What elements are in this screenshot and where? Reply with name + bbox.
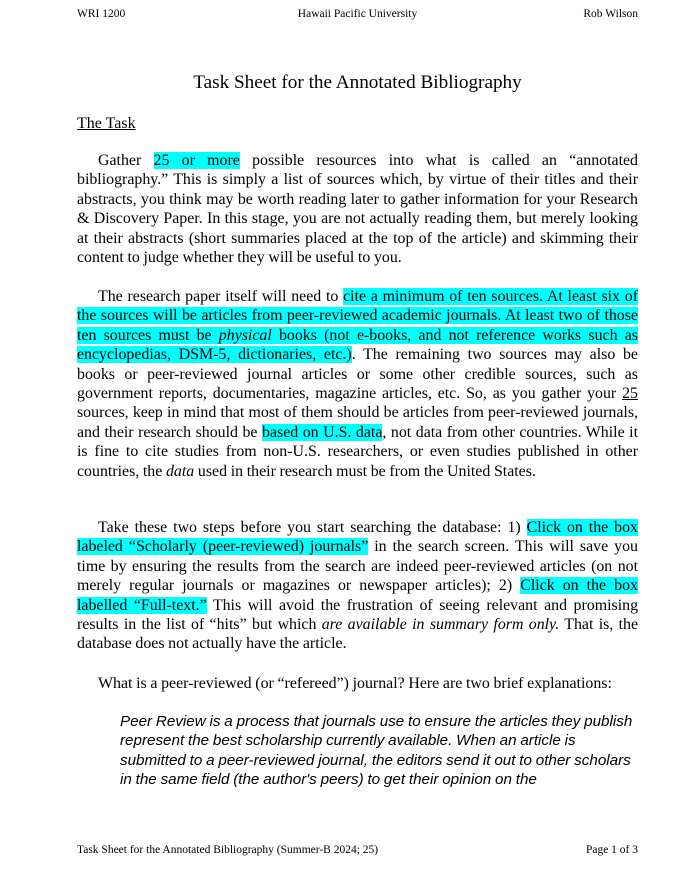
text-run: This will avoid the frustration of seeing relevant and promising results in the list of “hits” but which [77, 596, 639, 634]
text-run: in the search screen. This will save you time by ensuring the results from the search are indeed peer-reviewed articles (on not merely regular journals or magazines or newspaper articles); 2) [77, 538, 638, 595]
text-run: , not data from other countries. While it is fine to cite studies from non-U.S. researchers, or even studies published in other countries, the [77, 423, 638, 480]
italic-text: are available in summary form only. [321, 616, 560, 634]
footer-page-number: Page 1 of 3 [585, 844, 638, 856]
text-run: used in their research must be from the United States. [194, 462, 536, 480]
italic-text: data [165, 462, 195, 480]
header-course: WRI 1200 [77, 8, 126, 20]
page-footer [77, 842, 638, 858]
highlighted-italic-text: physical [218, 326, 272, 344]
text-run: Gather [98, 152, 154, 169]
highlighted-text: Click on the box labelled “Full-text.” [77, 577, 638, 614]
header-university: Hawaii Pacific University [297, 8, 418, 20]
paragraph-search-steps [77, 518, 638, 654]
section-heading-the-task: The Task [77, 115, 136, 132]
text-run: The research paper itself will need to [98, 288, 344, 305]
text-run: Take these two steps before you start searching the database: 1) [98, 519, 527, 536]
highlighted-text: cite a minimum of ten sources. At least six of the sources will be articles from peer-reviewed academic journals. At least two of those ten sources must be [77, 288, 638, 344]
header-instructor: Rob Wilson [583, 8, 638, 20]
paragraph-peer-review-question: What is a peer-reviewed (or “refereed”) journal? Here are two brief explanations: [98, 675, 612, 692]
block-quote-peer-review: Peer Review is a process that journals use to ensure the articles they publish represent the best scholarship currently available. When an article is submitted to a peer-reviewed journal, the editors send it out to other scholars in the same field (the author's peers) to get their opinion on the [120, 713, 633, 789]
paragraph-gather-resources [77, 151, 638, 267]
text-run: That is, the database does not actually have the article. [77, 616, 638, 653]
highlighted-text: books (not e-books, and not reference works such as encyclopedias, DSM-5, dictionaries, etc.) [77, 326, 638, 364]
paragraph-source-requirements [77, 287, 638, 481]
footer-document-label: Task Sheet for the Annotated Bibliography (Summer-B 2024; 25) [77, 844, 379, 856]
document-page [77, 0, 638, 875]
text-run: . The remaining two sources may also be books or peer-reviewed journal articles or some other credible sources, such as government reports, documentaries, magazine articles, etc. So, as you gather your [77, 346, 638, 403]
highlighted-text: 25 or more [153, 152, 240, 169]
page-header [77, 6, 638, 22]
text-run: possible resources into what is called an “annotated bibliography.” This is simply a list of sources which, by virtue of their titles and their abstracts, you think may be worth reading later to gather information for your Research & Discovery Paper. In this stage, you are not actually reading them, but merely looking at their abstracts (short summaries placed at the top of the article) and skimming their content to judge whether they will be useful to you. [77, 152, 638, 267]
highlighted-text: based on U.S. data [262, 423, 383, 441]
text-run: sources, keep in mind that most of them should be articles from peer-reviewed journals, and their research should be [77, 404, 638, 441]
document-title: Task Sheet for the Annotated Bibliography [193, 72, 522, 93]
highlighted-text: Click on the box labeled “Scholarly (peer-reviewed) journals” [77, 519, 638, 556]
underlined-text: 25 [622, 385, 638, 403]
